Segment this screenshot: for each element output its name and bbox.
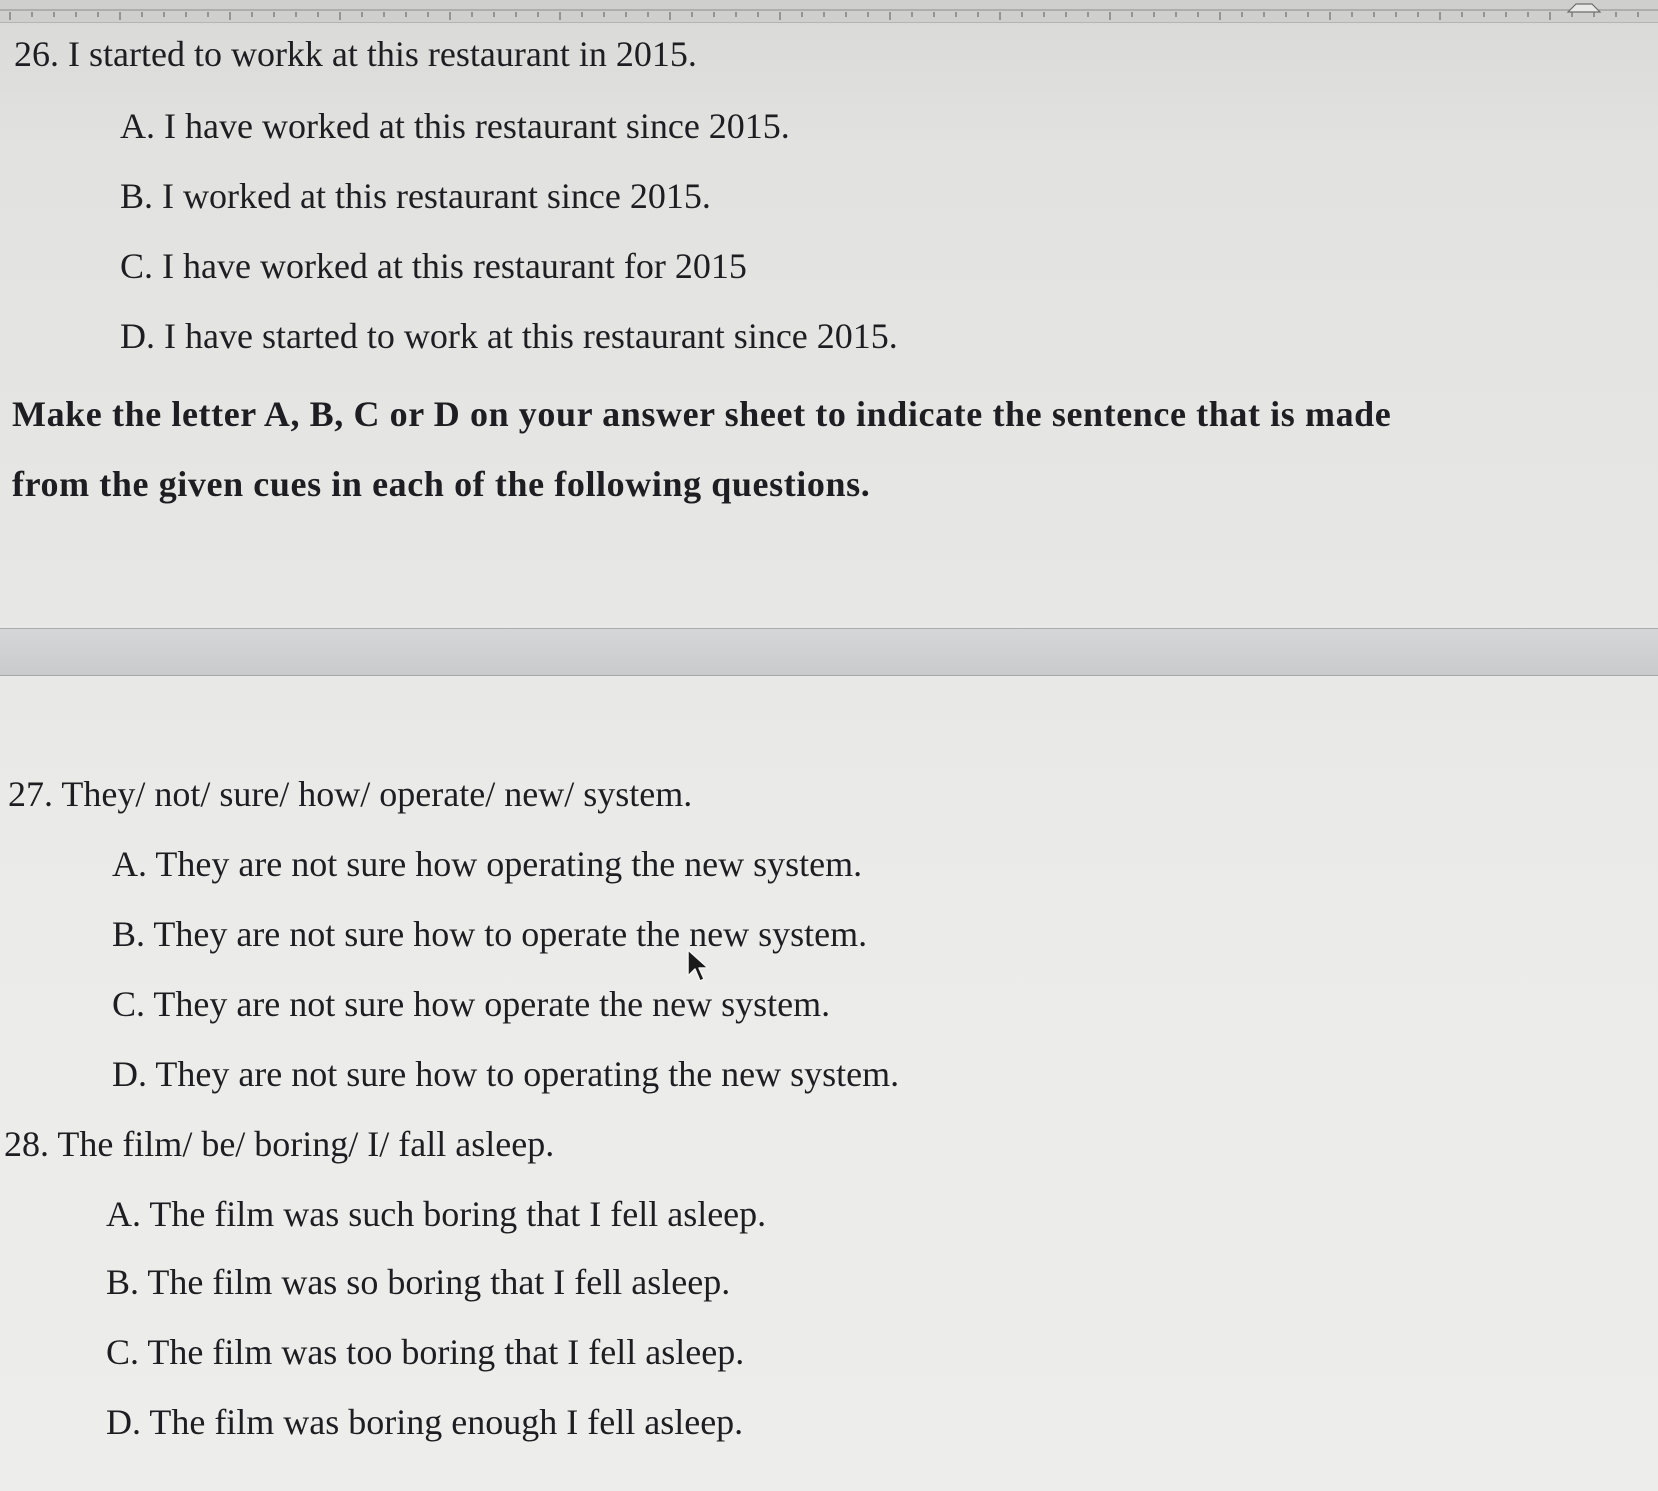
question-27-option-d: D. They are not sure how to operating the new system. (112, 1054, 900, 1094)
question-26-option-b: B. I worked at this restaurant since 2015. (120, 176, 711, 216)
question-27-stem: 27. They/ not/ sure/ how/ operate/ new/ system. (8, 774, 693, 814)
question-28-option-b: B. The film was so boring that I fell asleep. (106, 1262, 731, 1302)
question-28-stem: 28. The film/ be/ boring/ I/ fall asleep. (4, 1124, 555, 1164)
question-28-option-a: A. The film was such boring that I fell asleep. (106, 1194, 767, 1234)
question-27-option-a: A. They are not sure how operating the new system. (112, 844, 863, 884)
question-27-option-c: C. They are not sure how operate the new system. (112, 984, 831, 1024)
instruction-line-2: from the given cues in each of the following questions. (12, 464, 871, 504)
indent-marker-icon[interactable] (1568, 4, 1600, 12)
mouse-pointer-icon (686, 948, 710, 984)
question-26-option-a: A. I have worked at this restaurant since 2015. (120, 106, 790, 146)
ruler-ticks (0, 0, 1658, 22)
question-26-stem: 26. I started to workk at this restaurant in 2015. (14, 34, 697, 74)
question-28-option-c: C. The film was too boring that I fell asleep. (106, 1332, 745, 1372)
document-page-1 (0, 22, 1658, 640)
question-27-option-b: B. They are not sure how to operate the new system. (112, 914, 868, 954)
question-26-option-c: C. I have worked at this restaurant for 2015 (120, 246, 747, 286)
document-page-2 (0, 676, 1658, 1491)
instruction-line-1: Make the letter A, B, C or D on your answer sheet to indicate the sentence that is made (12, 394, 1392, 434)
page-break-separator (0, 628, 1658, 676)
question-28-option-d: D. The film was boring enough I fell asleep. (106, 1402, 744, 1442)
question-26-option-d: D. I have started to work at this restaurant since 2015. (120, 316, 898, 356)
document-ruler (0, 0, 1658, 23)
